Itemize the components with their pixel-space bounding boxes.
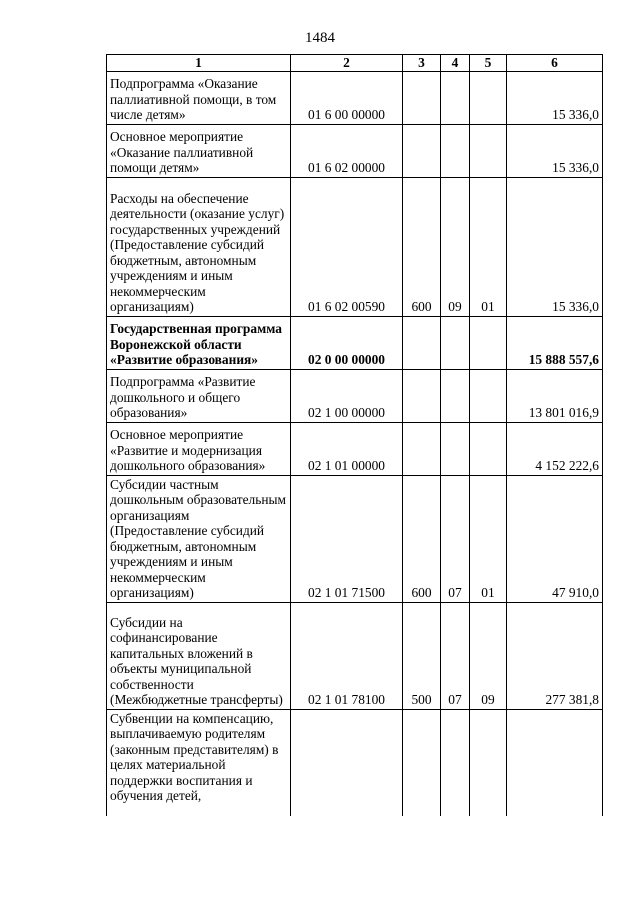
row-col5-cell: 01: [470, 177, 507, 316]
row-code-cell: 02 1 01 00000: [291, 422, 403, 475]
row-col3-cell: 500: [403, 602, 441, 709]
row-amount-cell: [507, 709, 603, 816]
column-header-4: 4: [441, 55, 470, 72]
row-col3-cell: [403, 71, 441, 124]
table-row: [107, 475, 603, 602]
table-header-row: [107, 55, 603, 72]
row-name-cell: Основное мероприятие «Оказание паллиативной помощи детям»: [107, 124, 291, 177]
row-col5-cell: [470, 124, 507, 177]
row-col5-cell: [470, 316, 507, 369]
table-row: [107, 177, 603, 316]
row-amount-cell: 15 336,0: [507, 177, 603, 316]
row-col3-cell: [403, 422, 441, 475]
row-col5-cell: [470, 709, 507, 816]
row-col4-cell: [441, 124, 470, 177]
row-name-cell: Субсидии на софинансирование капитальных вложений в объекты муниципальной собственности (Межбюджетные трансферты): [107, 602, 291, 709]
row-col5-cell: [470, 369, 507, 422]
row-amount-cell: 13 801 016,9: [507, 369, 603, 422]
row-name-cell: Основное мероприятие «Развитие и модернизация дошкольного образования»: [107, 422, 291, 475]
page-number: 1484: [305, 30, 335, 46]
row-name-cell: Подпрограмма «Оказание паллиативной помощи, в том числе детям»: [107, 71, 291, 124]
table-row: [107, 422, 603, 475]
table-row: [107, 124, 603, 177]
row-col5-cell: [470, 71, 507, 124]
column-header-3: 3: [403, 55, 441, 72]
row-amount-cell: 47 910,0: [507, 475, 603, 602]
row-col4-cell: 07: [441, 475, 470, 602]
row-code-cell: 01 6 00 00000: [291, 71, 403, 124]
table-row: [107, 316, 603, 369]
row-col3-cell: [403, 709, 441, 816]
row-col3-cell: [403, 316, 441, 369]
row-name-cell: Государственная программа Воронежской области «Развитие образования»: [107, 316, 291, 369]
row-amount-cell: 4 152 222,6: [507, 422, 603, 475]
column-header-5: 5: [470, 55, 507, 72]
row-col3-cell: 600: [403, 475, 441, 602]
row-col3-cell: [403, 124, 441, 177]
row-col4-cell: [441, 71, 470, 124]
column-header-6: 6: [507, 55, 603, 72]
row-name-cell: Расходы на обеспечение деятельности (оказание услуг) государственных учреждений (Предоставление субсидий бюджетным, автономным учреждениям и иным некоммерческим организациям): [107, 177, 291, 316]
row-col4-cell: [441, 316, 470, 369]
row-amount-cell: 277 381,8: [507, 602, 603, 709]
row-col3-cell: [403, 369, 441, 422]
row-code-cell: 01 6 02 00590: [291, 177, 403, 316]
row-code-cell: 02 1 00 00000: [291, 369, 403, 422]
table-row: [107, 71, 603, 124]
row-col4-cell: [441, 369, 470, 422]
table-row: [107, 602, 603, 709]
column-header-2: 2: [291, 55, 403, 72]
row-col4-cell: [441, 422, 470, 475]
table-row: [107, 369, 603, 422]
table-row: [107, 709, 603, 816]
row-col5-cell: 09: [470, 602, 507, 709]
row-code-cell: [291, 709, 403, 816]
row-name-cell: Субсидии частным дошкольным образовательным организациям (Предоставление субсидий бюджетным, автономным учреждениям и иным некоммерческим организациям): [107, 475, 291, 602]
row-col4-cell: [441, 709, 470, 816]
row-col5-cell: 01: [470, 475, 507, 602]
row-name-cell: Подпрограмма «Развитие дошкольного и общего образования»: [107, 369, 291, 422]
row-code-cell: 02 1 01 78100: [291, 602, 403, 709]
row-code-cell: 02 1 01 71500: [291, 475, 403, 602]
row-name-cell: Субвенции на компенсацию, выплачиваемую родителям (законным представителям) в целях материальной поддержки воспитания и обучения детей,: [107, 709, 291, 816]
row-col3-cell: 600: [403, 177, 441, 316]
row-col5-cell: [470, 422, 507, 475]
row-amount-cell: 15 888 557,6: [507, 316, 603, 369]
row-code-cell: 01 6 02 00000: [291, 124, 403, 177]
row-code-cell: 02 0 00 00000: [291, 316, 403, 369]
column-header-1: 1: [107, 55, 291, 72]
budget-table: [106, 54, 603, 816]
row-amount-cell: 15 336,0: [507, 71, 603, 124]
row-amount-cell: 15 336,0: [507, 124, 603, 177]
row-col4-cell: 09: [441, 177, 470, 316]
row-col4-cell: 07: [441, 602, 470, 709]
